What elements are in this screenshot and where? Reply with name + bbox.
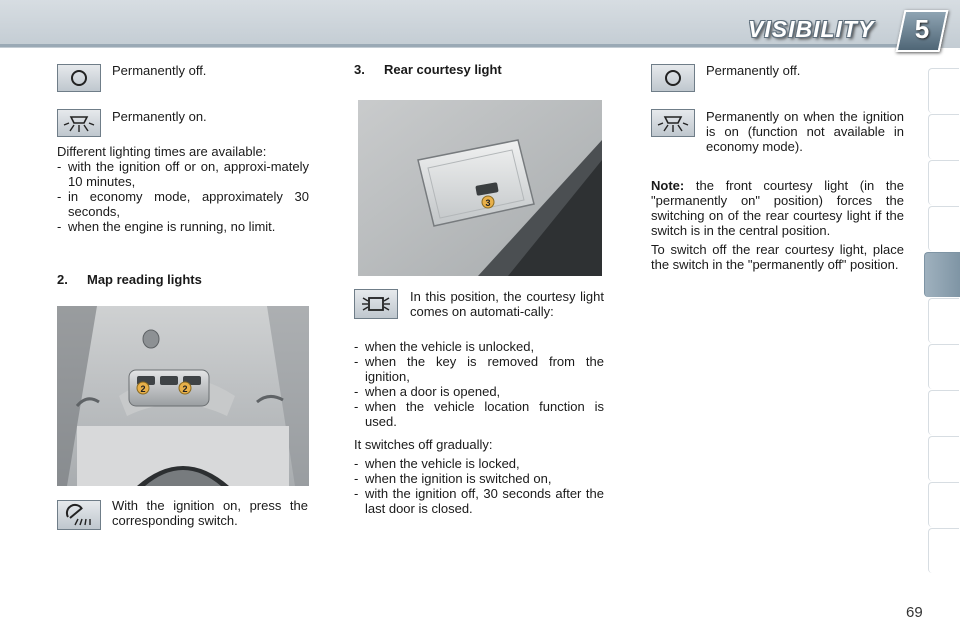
lamp-on-icon <box>651 109 695 137</box>
list-item: - in economy mode, approximately 30 seconds, <box>57 189 309 219</box>
map-heading: Map reading lights <box>87 272 202 287</box>
list-item: - when the key is removed from the ignition, <box>354 354 604 384</box>
rear-off-text: Permanently off. <box>706 63 801 78</box>
note-paragraph <box>651 178 904 238</box>
chapter-tab[interactable] <box>928 436 959 481</box>
lighting-times-intro: Different lighting times are available: <box>57 144 267 159</box>
chapter-tab[interactable] <box>928 390 959 435</box>
callout-number: 2 <box>182 384 188 394</box>
map-lights-photo <box>57 306 309 486</box>
switch-off-instruction: To switch off the rear courtesy light, place the switch in the "permanently off" position. <box>651 242 904 272</box>
map-instruction: With the ignition on, press the corresponding switch. <box>112 498 308 528</box>
auto-on-text: In this position, the courtesy light comes on automati-cally: <box>410 289 604 319</box>
header-stripe <box>0 44 900 47</box>
chapter-tab[interactable] <box>928 68 959 113</box>
chapter-tabs <box>928 68 960 574</box>
list-item: - when the vehicle is unlocked, <box>354 339 604 354</box>
rear-on-text: Permanently on when the ignition is on (function not available in economy mode). <box>706 109 904 154</box>
callout-number: 2 <box>140 384 146 394</box>
page-number: 69 <box>906 604 923 621</box>
map-reading-light-icon <box>57 500 101 530</box>
chapter-tab[interactable] <box>928 206 959 251</box>
lamp-on-icon <box>57 109 101 137</box>
chapter-number: 5 <box>914 14 930 44</box>
note-label: Note: <box>651 178 685 193</box>
auto-on-conditions <box>354 339 604 429</box>
lighting-times-list <box>57 159 309 234</box>
rear-heading: Rear courtesy light <box>384 62 502 77</box>
chapter-tab[interactable] <box>928 344 959 389</box>
section-title: VISIBILITY <box>748 16 875 42</box>
front-off-text: Permanently off. <box>112 63 207 78</box>
chapter-tab[interactable] <box>928 298 959 343</box>
callout-number: 3 <box>485 198 491 208</box>
list-item: - when the engine is running, no limit. <box>57 219 309 234</box>
chapter-tab[interactable] <box>928 160 959 205</box>
list-item: - when the vehicle location function is used. <box>354 399 604 429</box>
lamp-off-icon <box>651 64 695 92</box>
note-text: the front courtesy light (in the "permanently on" position) forces the switching on of the rear courtesy light if the switch is in the central position. <box>651 178 904 238</box>
rear-heading-number: 3. <box>354 62 365 77</box>
chapter-tab-active[interactable] <box>924 252 960 297</box>
chapter-tab[interactable] <box>928 528 959 573</box>
switch-off-intro: It switches off gradually: <box>354 437 493 452</box>
list-item: - when the vehicle is locked, <box>354 456 604 471</box>
list-item: - with the ignition off or on, approxi-mately 10 minutes, <box>57 159 309 189</box>
chapter-tab[interactable] <box>928 114 959 159</box>
list-item: - when a door is opened, <box>354 384 604 399</box>
front-on-text: Permanently on. <box>112 109 207 124</box>
rear-courtesy-photo <box>358 100 602 276</box>
map-heading-number: 2. <box>57 272 68 287</box>
door-courtesy-icon <box>354 289 398 319</box>
list-item: - with the ignition off, 30 seconds after the last door is closed. <box>354 486 604 516</box>
lamp-off-icon <box>57 64 101 92</box>
switch-off-conditions <box>354 456 604 516</box>
list-item: - when the ignition is switched on, <box>354 471 604 486</box>
chapter-tab[interactable] <box>928 482 959 527</box>
